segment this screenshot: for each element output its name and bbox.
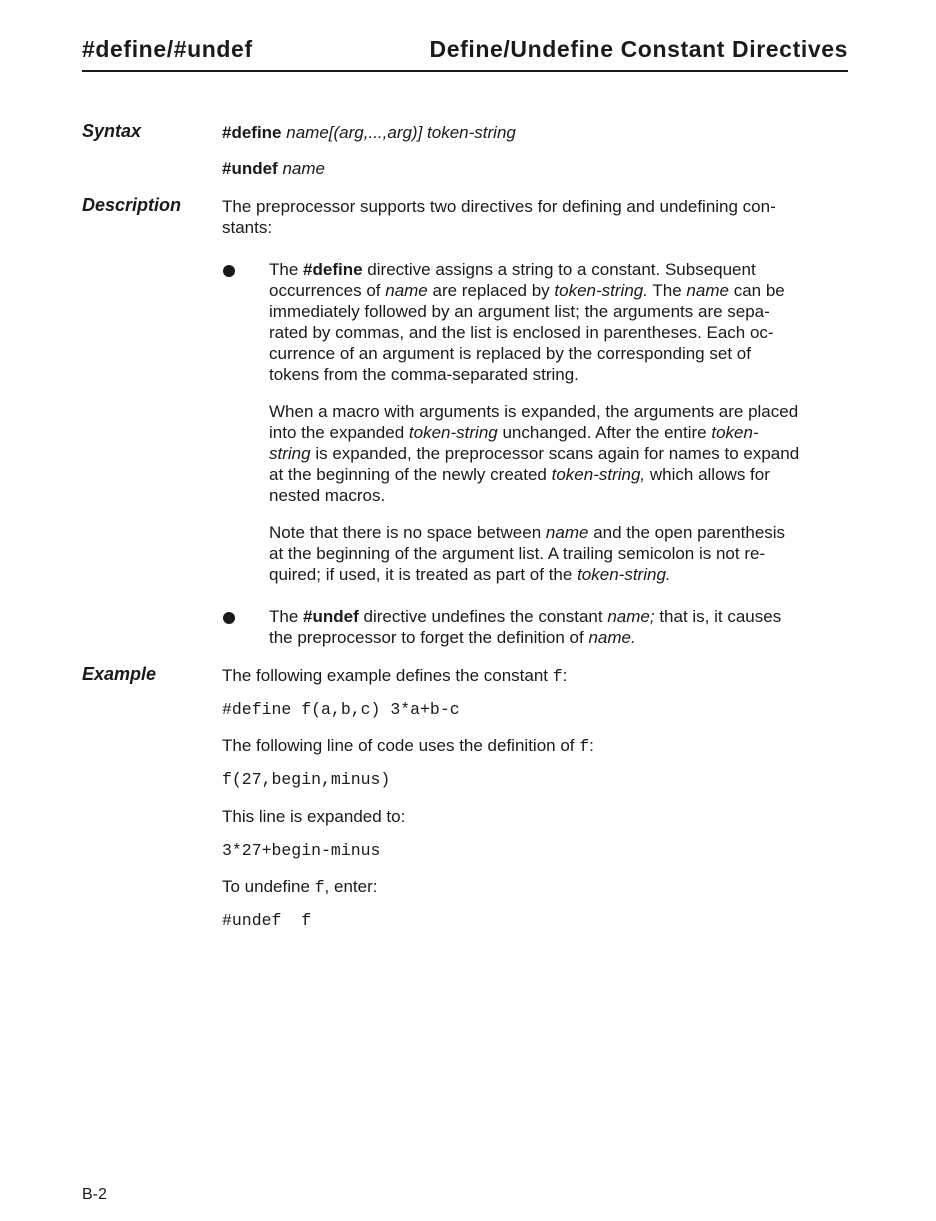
bullet-icon — [223, 265, 235, 277]
example-text-2: The following line of code uses the definition of f: — [222, 736, 594, 756]
description-intro-line: The preprocessor supports two directives for defining and undefining con- — [222, 197, 776, 216]
text-line: currence of an argument is replaced by the corresponding set of — [269, 344, 751, 363]
syntax-define-keyword: #define — [222, 123, 282, 142]
page-number: B-2 — [82, 1186, 107, 1203]
description-label: Description — [82, 195, 182, 215]
text-line: string is expanded, the preprocessor scans again for names to expand — [269, 444, 800, 463]
page-header — [82, 36, 848, 72]
text-line: into the expanded token-string unchanged. After the entire token- — [269, 423, 759, 442]
text-line: nested macros. — [269, 486, 386, 505]
syntax-define-line — [222, 122, 848, 143]
text-line: When a macro with arguments is expanded, the arguments are placed — [269, 402, 799, 421]
example-text-4: To undefine f, enter: — [222, 877, 378, 897]
text-line: The #undef directive undefines the constant name; that is, it causes — [269, 607, 782, 626]
syntax-label: Syntax — [82, 121, 142, 141]
syntax-define-args: name[(arg,...,arg)] token-string — [286, 123, 516, 142]
example-text-3: This line is expanded to: — [222, 807, 406, 826]
note-paragraph — [269, 522, 848, 585]
text-line: immediately followed by an argument list; the arguments are sepa- — [269, 302, 770, 321]
text-line: at the beginning of the argument list. A trailing semicolon is not re- — [269, 544, 766, 563]
text-line: The #define directive assigns a string to a constant. Subsequent — [269, 260, 756, 279]
example-code-define: #define f(a,b,c) 3*a+b-c — [222, 700, 460, 719]
syntax-undef-line — [222, 158, 848, 179]
bullet-icon — [223, 612, 235, 624]
define-bullet-paragraph — [269, 259, 848, 385]
header-directive-name: #define/#undef — [82, 36, 253, 62]
text-line: at the beginning of the newly created token-string, which allows for — [269, 465, 770, 484]
text-line: rated by commas, and the list is enclosed in parentheses. Each oc- — [269, 323, 774, 342]
text-line: tokens from the comma-separated string. — [269, 365, 579, 384]
text-line: the preprocessor to forget the definition of name. — [269, 628, 636, 647]
description-intro — [222, 196, 848, 238]
example-code-undef: #undef f — [222, 911, 312, 930]
text-line: quired; if used, it is treated as part of the token-string. — [269, 565, 671, 584]
text-line: occurrences of name are replaced by token-string. The name can be — [269, 281, 785, 300]
macro-expansion-paragraph — [269, 401, 848, 506]
description-intro-line: stants: — [222, 218, 273, 237]
undef-bullet-paragraph — [269, 606, 848, 648]
syntax-undef-args: name — [282, 159, 325, 178]
example-code-expanded: 3*27+begin-minus — [222, 841, 381, 860]
example-code-usage: f(27,begin,minus) — [222, 770, 391, 789]
example-label: Example — [82, 664, 157, 684]
example-text-1: The following example defines the constant f: — [222, 666, 568, 686]
text-line: Note that there is no space between name and the open parenthesis — [269, 523, 786, 542]
syntax-undef-keyword: #undef — [222, 159, 278, 178]
header-section-title: Define/Undefine Constant Directives — [429, 36, 848, 62]
